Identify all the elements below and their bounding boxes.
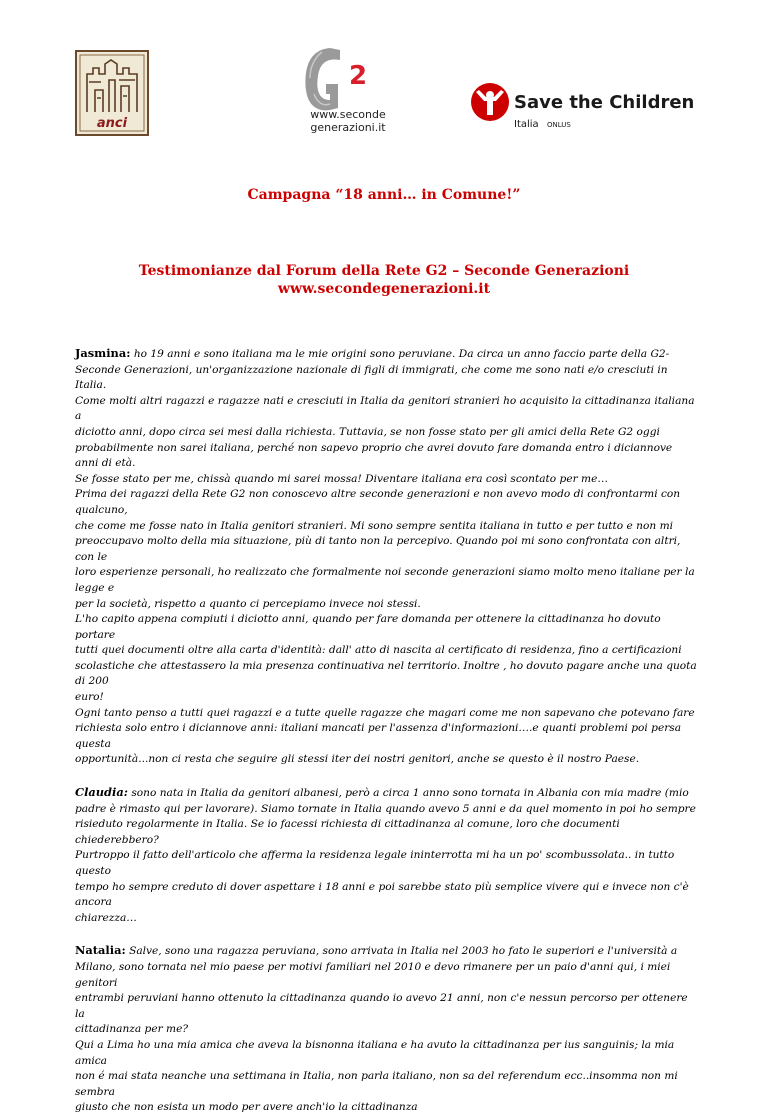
testimony-name: Jasmina: [75, 346, 131, 360]
testimony-natalia [75, 943, 697, 1116]
testimony-name: Natalia: [75, 943, 126, 958]
testimony-line: tempo ho sempre creduto di dover aspettare i 18 anni e poi sarebbe stato più semplice vivere qui e invece non c'è ancora [75, 880, 689, 909]
save-the-children-logo [470, 82, 700, 130]
testimony-line: entrambi peruviani hanno ottenuto la cittadinanza quando io avevo 21 anni, non c'e nessun percorso per ottenere la [75, 992, 688, 1020]
anci-logo [75, 50, 149, 136]
testimony-line: opportunità...non ci resta che seguire gli stessi iter dei nostri genitori, anche se questo è il nostro Paese. [75, 753, 640, 766]
stc-country: Italia [514, 119, 539, 130]
testimony-line: Qui a Lima ho una mia amica che aveva la bisnonna italiana e ha avuto la cittadinanza per ius sanguinis; la mia amica [75, 1038, 675, 1067]
testimony-line: euro! [75, 691, 104, 704]
testimony-line: Ogni tanto penso a tutti quei ragazzi e a tutte quelle ragazze che magari come me non sapevano che potevano fare [75, 706, 695, 719]
testimony-line: Come molti altri ragazzi e ragazze nati e cresciuti in Italia da genitori stranieri ho acquisito la cittadinanza italiana a [75, 394, 695, 423]
forum-url: www.secondegenerazioni.it [277, 281, 491, 297]
testimony-line: che come me fosse nato in Italia genitori stranieri. Mi sono sempre sentita italiana in tutto e per tutto e non mi [75, 519, 674, 532]
testimony-line: loro esperienze personali, ho realizzato che formalmente noi seconde generazioni siamo molto meno italiane per la legge e [75, 566, 695, 594]
forum-heading [0, 262, 768, 298]
stc-suffix: ONLUS [547, 121, 571, 129]
testimony-line: Prima dei ragazzi della Rete G2 non conoscevo altre seconde generazioni e non avevo modo di confrontarmi con qualcuno, [75, 488, 681, 516]
testimony-line: L'ho capito appena compiuti i diciotto anni, quando per fare domanda per ottenere la cittadinanza ho dovuto portare [75, 613, 661, 641]
testimony-line: tutti quei documenti oltre alla carta d'identità: dall' atto di nascita al certificato di residenza, fino a certificazioni [75, 644, 682, 657]
testimony-line: Se fosse stato per me, chissà quando mi sarei mossa! Diventare italiana era così scontato per me… [75, 472, 608, 485]
testimony-line: Seconde Generazioni, un'organizzazione nazionale di figli di immigrati, che come me sono nati e/o cresciuti in Italia. [75, 363, 668, 392]
testimony-claudia [75, 785, 697, 926]
testimony-line: Salve, sono una ragazza peruviana, sono arrivata in Italia nel 2003 ho fato le superiori e l'università a [129, 945, 678, 958]
testimony-name: Claudia: [75, 785, 128, 800]
svg-text:2: 2 [348, 61, 368, 91]
testimony-line: sono nata in Italia da genitori albanesi, però a circa 1 anno sono tornata in Albania con mia madre (mio [131, 787, 689, 800]
testimony-line: Milano, sono tornata nel mio paese per motivi familiari nel 2010 e devo rimanere per un paio d'anni qui, i miei genitori [75, 960, 671, 989]
testimony-line: non é mai stata neanche una settimana in Italia, non parla italiano, non sa del referendum ecc..insomma non mi sembra [75, 1070, 678, 1098]
testimony-line: Purtroppo il fatto dell'articolo che afferma la residenza legale ininterrotta mi ha un po' scombussolata.. in tutto questo [75, 849, 675, 877]
testimony-line: probabilmente non sarei italiana, perché non sapevo proprio che avrei dovuto fare domanda entro i diciannove anni di età. [75, 441, 673, 470]
forum-title: Testimonianze dal Forum della Rete G2 – Seconde Generazioni [138, 263, 630, 279]
testimony-line: ho 19 anni e sono italiana ma le mie origini sono peruviane. Da circa un anno faccio parte della G2- [133, 348, 670, 360]
testimony-line: diciotto anni, dopo circa sei mesi dalla richiesta. Tuttavia, se non fosse stato per gli amici della Rete G2 oggi [75, 425, 660, 438]
testimony-line: preoccupavo molto della mia situazione, più di tanto non la percepivo. Quando poi mi sono confrontata con altri, con le [75, 535, 681, 563]
testimony-line: chiarezza… [75, 911, 137, 924]
campaign-title: Campagna “18 anni… in Comune!” [247, 187, 521, 203]
testimony-jasmina [75, 346, 697, 768]
g2-url-line2: generazioni.it [310, 121, 386, 134]
testimonies [75, 346, 697, 1116]
testimony-line: cittadinanza per me? [75, 1023, 189, 1036]
testimony-line: risieduto regolarmente in Italia. Se io facessi richiesta di cittadinanza al comune, loro che documenti chiederebbero? [75, 818, 620, 846]
logo-bar [0, 0, 768, 150]
stc-name: Save the Children [514, 92, 695, 113]
testimony-line: richiesta solo entro i diciannove anni: italiani mancati per l'assenza d'informazioni….e quanti problemi poi persa questa [75, 722, 682, 750]
testimony-line: giusto che non esista un modo per avere anch'io la cittadinanza [75, 1101, 418, 1114]
testimony-line: per la società, rispetto a quanto ci percepiamo invece noi stessi. [75, 597, 421, 610]
testimony-line: padre è rimasto qui per lavorare). Siamo tornate in Italia quando avevo 5 anni e da quel momento in poi ho sempre [75, 802, 696, 815]
anci-logo-text: anci [96, 116, 128, 131]
g2-url-line1: www.seconde [310, 108, 386, 121]
testimony-line: scolastiche che attestassero la mia presenza continuativa nel territorio. Inoltre , ho dovuto pagare anche una quota di 200 [75, 659, 697, 688]
g2-logo [300, 44, 396, 136]
